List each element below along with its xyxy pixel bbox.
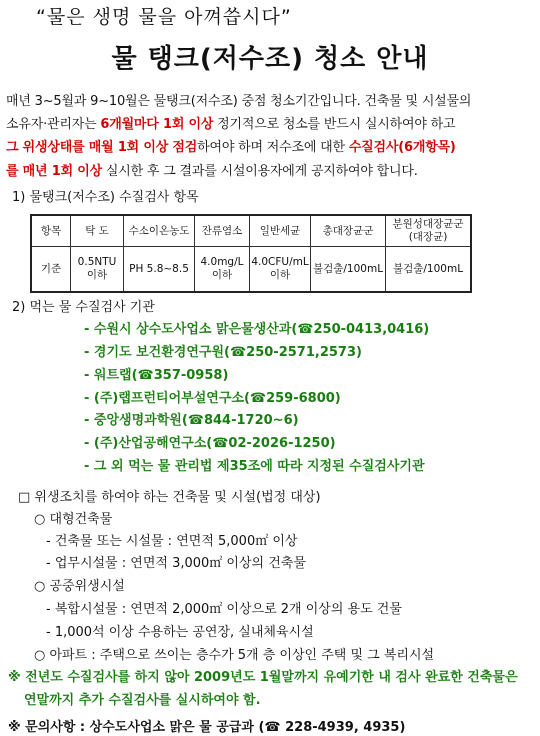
scope-item: - 1,000석 이상 수용하는 공연장, 실내체육시설: [46, 625, 314, 640]
intro-text: 실시한 후 그 결과를 시설이용자에게 공지하여야 합니다.: [101, 164, 418, 179]
table-cell: 4.0mg/L 이하: [195, 247, 250, 293]
table-header-cell: 항목: [31, 215, 71, 247]
intro-text: 하여야 하며 저수조에 대한: [197, 140, 349, 155]
agency-item: - (주)랩프런티어부설연구소(☎259-6800): [84, 391, 341, 406]
table-cell: 기준: [31, 247, 71, 293]
table-row: [31, 247, 471, 293]
table-cell: 불검출/100mL: [311, 247, 386, 293]
agency-item: - 중앙생명과학원(☎844-1720~6): [84, 413, 299, 428]
table-cell: 4.0CFU/mL 이하: [250, 247, 311, 293]
table-header-cell: 일반세균: [250, 215, 311, 247]
table-header-cell: 수소이온농도: [124, 215, 195, 247]
intro-text: 소유자·관리자는: [6, 117, 101, 132]
agency-item: - 수원시 상수도사업소 맑은물생산과(☎250-0413,0416): [84, 322, 430, 337]
intro-line-2: [6, 113, 455, 132]
scope-category: ○ 대형건축물: [34, 512, 113, 527]
scope-item: - 건축물 또는 시설물 : 연면적 5,000㎡ 이상: [46, 534, 298, 549]
table-cell: 불검출/100mL: [386, 247, 472, 293]
scope-category: ○ 공중위생시설: [34, 579, 125, 594]
intro-line-4: [6, 160, 418, 179]
table-cell: 0.5NTU 이하: [71, 247, 124, 293]
note-line-2: 연말까지 추가 수질검사를 실시하여야 함.: [24, 693, 261, 708]
contact-info: ※ 문의사항 : 상수도사업소 맑은 물 공급과 (☎ 228-4939, 4935): [8, 720, 406, 735]
intro-line-1: 매년 3~5월과 9~10월은 물탱크(저수조) 중점 청소기간입니다. 건축물 및 시설물의: [6, 94, 472, 109]
section-2-heading: 2) 먹는 물 수질검사 기관: [12, 300, 155, 315]
intro-highlight: 그 위생상태를 매월 1회 이상 점검: [6, 140, 198, 155]
page-title: 물 탱크(저수조) 청소 안내: [111, 44, 429, 74]
table-header-cell: 총대장균군: [311, 215, 386, 247]
intro-line-3: [6, 136, 456, 155]
intro-text: 정기적으로 청소를 반드시 실시하여야 하고: [213, 117, 456, 132]
table-header-cell: 탁 도: [71, 215, 124, 247]
agency-item: - 경기도 보건환경연구원(☎250-2571,2573): [84, 345, 362, 360]
water-quality-table: [30, 214, 472, 293]
scope-item: - 업무시설물 : 연면적 3,000㎡ 이상의 건축물: [46, 556, 306, 571]
scope-item: - 복합시설물 : 연면적 2,000㎡ 이상으로 2개 이상의 용도 건물: [46, 602, 402, 617]
note-line-1: ※ 전년도 수질검사를 하지 않아 2009년도 1월말까지 유예기한 내 검사 완료한 건축물은: [8, 670, 518, 685]
table-header-cell: 분원성대장균군 (대장균): [386, 215, 472, 247]
agency-item: - 워트랩(☎357-0958): [84, 368, 229, 383]
intro-highlight: 6개월마다 1회 이상: [100, 117, 214, 132]
section-1-heading: 1) 물탱크(저수조) 수질검사 항목: [12, 190, 199, 205]
intro-highlight: 수질검사(6개항목): [348, 140, 456, 155]
scope-heading: □ 위생조치를 하여야 하는 건축물 및 시설(법정 대상): [18, 490, 321, 505]
table-header-row: [31, 215, 471, 247]
intro-highlight: 를 매년 1회 이상: [6, 164, 102, 179]
table-cell: PH 5.8~8.5: [124, 247, 195, 293]
scope-category: ○ 아파트 : 주택으로 쓰이는 층수가 5개 층 이상인 주택 및 그 복리시설: [34, 648, 435, 663]
table-header-cell: 잔류염소: [195, 215, 250, 247]
slogan: “물은 생명 물을 아껴씁시다”: [36, 6, 292, 28]
agency-item: - (주)산업공해연구소(☎02-2026-1250): [84, 436, 336, 451]
agency-item: - 그 외 먹는 물 관리법 제35조에 따라 지정된 수질검사기관: [84, 459, 425, 474]
